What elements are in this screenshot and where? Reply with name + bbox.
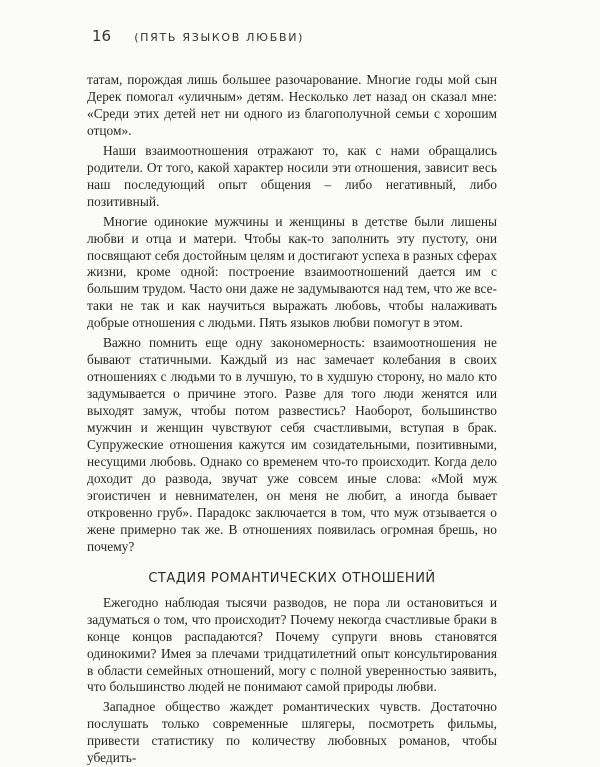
running-title: (ПЯТЬ ЯЗЫКОВ ЛЮБВИ) bbox=[134, 31, 305, 44]
page-header bbox=[92, 26, 304, 45]
paragraph: Наши взаимоотношения отражают то, как с нами обращались родители. От того, какой характер носили эти отношения, зависит весь наш последующий опыт общения – либо негативный, либо позитивный. bbox=[87, 142, 497, 209]
paragraph: Западное общество жаждет романтических чувств. Достаточно послушать только современные шлягеры, посмотреть фильмы, привести статистику по количеству любовных романов, чтобы убедить- bbox=[87, 699, 497, 766]
paragraph: Ежегодно наблюдая тысячи разводов, не пора ли остановиться и задуматься о том, что происходит? Почему некогда счастливые браки в конце концов распадаются? Почему супруги вновь становятся одинокими? Имея за плечами тридцатилетний опыт консультирования в области семейных отношений, могу с полной уверенностью заявить, что большинство людей не понимают самой природы любви. bbox=[87, 594, 497, 695]
paragraph: Многие одинокие мужчины и женщины в детстве были лишены любви и отца и матери. Чтобы как-то заполнить эту пустоту, они посвящают себя достойным целям и достигают успеха в разных сферах жизни, кроме одной: построение взаимоотношений дается им с большим трудом. Часто они даже не задумываются над тем, что же все-таки не так и как научиться выражать любовь, чтобы налаживать добрые отношения с людьми. Пять языков любви помогут в этом. bbox=[87, 213, 497, 331]
section-heading: СТАДИЯ РОМАНТИЧЕСКИХ ОТНОШЕНИЙ bbox=[148, 570, 436, 586]
paragraph: Важно помнить еще одну закономерность: взаимоотношения не бывают статичными. Каждый из нас замечает колебания в своих отношениях с людьми то в лучшую, то в худшую сторону, но мало кто задумывается о причине этого. Разве для того люди женятся или выходят замуж, чтобы потом развестись? Наоборот, большинство мужчин и женщин чувствуют себя счастливыми, вступая в брак. Супружеские отношения кажутся им созидательными, позитивными, несущими любовь. Однако со временем что-то происходит. Когда дело доходит до развода, звучат уже совсем иные слова: «Мой муж эгоистичен и невнимателен, он меня не любит, а иногда бывает откровенно груб». Парадокс заключается в том, что муж отзывается о жене примерно так же. В отношениях появилась огромная брешь, но почему? bbox=[87, 335, 497, 554]
paragraph: татам, порождая лишь большее разочарование. Многие годы мой сын Дерек помогал «уличным» детям. Несколько лет назад он сказал мне: «Среди этих детей нет ни одного из благополучной семьи с хорошим отцом». bbox=[87, 72, 497, 138]
page-number: 16 bbox=[92, 27, 112, 45]
page-body bbox=[87, 72, 497, 767]
